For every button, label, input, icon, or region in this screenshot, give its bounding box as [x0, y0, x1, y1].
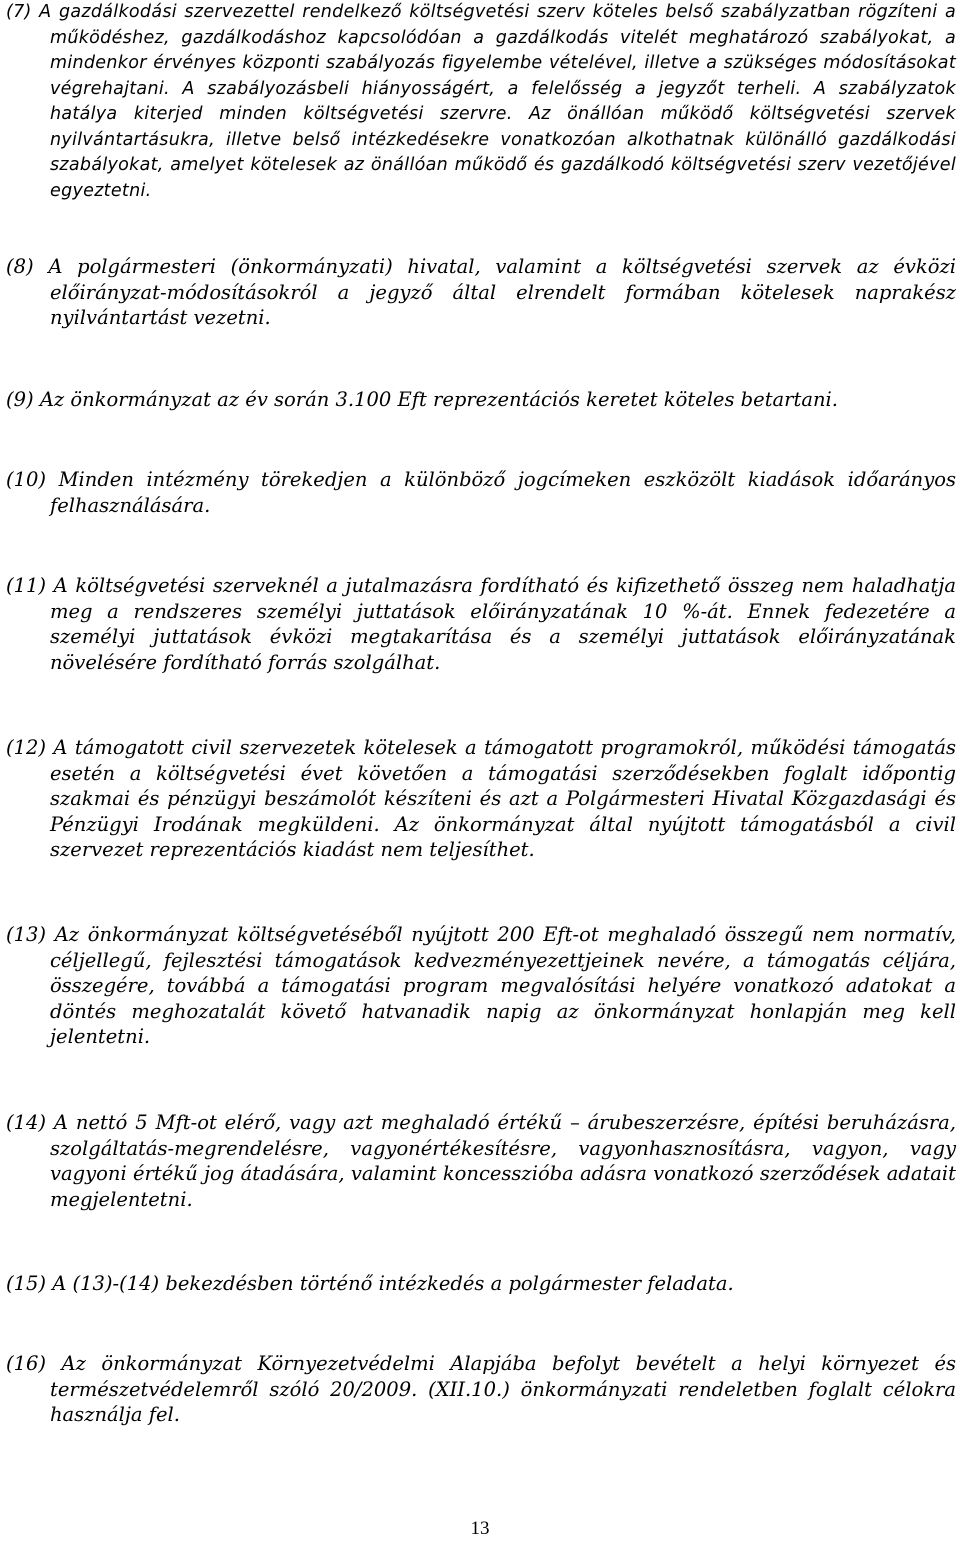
paragraph-13-text: (13) Az önkormányzat költségvetéséből nyújtott 200 Eft-ot meghaladó összegű nem normatív, céljellegű, fejlesztési támogatások kedvezményezettjeinek nevére, a támogatás céljára, összegére, továbbá a támogatási program megvalósítási helyére vonatkozó adatokat a döntés meghozatalát követő hatvanadik napig az önkormányzat honlapján meg kell jelentetni. [6, 923, 956, 1048]
paragraph-8 [6, 254, 956, 331]
paragraph-11 [6, 573, 956, 675]
paragraph-9-text: (9) Az önkormányzat az év során 3.100 Eft reprezentációs keretet köteles betartani. [6, 388, 838, 411]
paragraph-10-text: (10) Minden intézmény törekedjen a különböző jogcímeken eszközölt kiadások időarányos felhasználására. [6, 468, 956, 517]
paragraph-7 [6, 0, 956, 204]
paragraph-10 [6, 467, 956, 518]
paragraph-12 [6, 735, 956, 863]
paragraph-8-text: (8) A polgármesteri (önkormányzati) hivatal, valamint a költségvetési szervek az évközi előirányzat-módosításokról a jegyző által elrendelt formában kötelesek naprakész nyilvántartást vezetni. [6, 255, 956, 329]
page-number: 13 [470, 1518, 490, 1539]
paragraph-14-text: (14) A nettó 5 Mft-ot elérő, vagy azt meghaladó értékű – árubeszerzésre, építési beruházásra, szolgáltatás-megrendelésre, vagyonértékesítésre, vagyonhasznosításra, vagyon, vagy vagyoni értékű jog átadására, valamint koncesszióba adásra vonatkozó szerződések adatait megjelentetni. [6, 1111, 956, 1211]
paragraph-16-text: (16) Az önkormányzat Környezetvédelmi Alapjába befolyt bevételt a helyi környezet és természetvédelemről szóló 20/2009. (XII.10.) önkormányzati rendeletben foglalt célokra használja fel. [6, 1352, 956, 1426]
paragraph-7-text: (7) A gazdálkodási szervezettel rendelkező költségvetési szerv köteles belső szabályzatban rögzíteni a működéshez, gazdálkodáshoz kapcsolódóan a gazdálkodás vitelét meghatározó szabályokat, a mindenkor érvényes központi szabályozás figyelembe vételével, illetve a szükséges módosításokat végrehajtani. A szabályozásbeli hiányosságért, a felelősség a jegyzőt terheli. A szabályzatok hatálya kiterjed minden költségvetési szervre. Az önállóan működő költségvetési szervek nyilvántartásukra, illetve belső intézkedésekre vonatkozóan alkothatnak különálló gazdálkodási szabályokat, amelyet kötelesek az önállóan működő és gazdálkodó költségvetési szerv vezetőjével egyeztetni. [6, 2, 956, 201]
paragraph-15 [6, 1271, 956, 1297]
paragraph-14 [6, 1110, 956, 1212]
paragraph-11-text: (11) A költségvetési szerveknél a jutalmazásra fordítható és kifizethető összeg nem haladhatja meg a rendszeres személyi juttatások előirányzatának 10 %-át. Ennek fedezetére a személyi juttatások évközi megtakarítása és a személyi juttatások előirányzatának növelésére fordítható forrás szolgálhat. [6, 574, 956, 674]
paragraph-13 [6, 922, 956, 1050]
paragraph-9 [6, 387, 956, 413]
paragraph-15-text: (15) A (13)-(14) bekezdésben történő intézkedés a polgármester feladata. [6, 1272, 734, 1295]
paragraph-12-text: (12) A támogatott civil szervezetek kötelesek a támogatott programokról, működési támogatás esetén a költségvetési évet követően a támogatási szerződésekben foglalt időpontig szakmai és pénzügyi beszámolót készíteni és azt a Polgármesteri Hivatal Közgazdasági és Pénzügyi Irodának megküldeni. Az önkormányzat által nyújtott támogatásból a civil szervezet reprezentációs kiadást nem teljesíthet. [6, 736, 956, 861]
paragraph-16 [6, 1351, 956, 1428]
